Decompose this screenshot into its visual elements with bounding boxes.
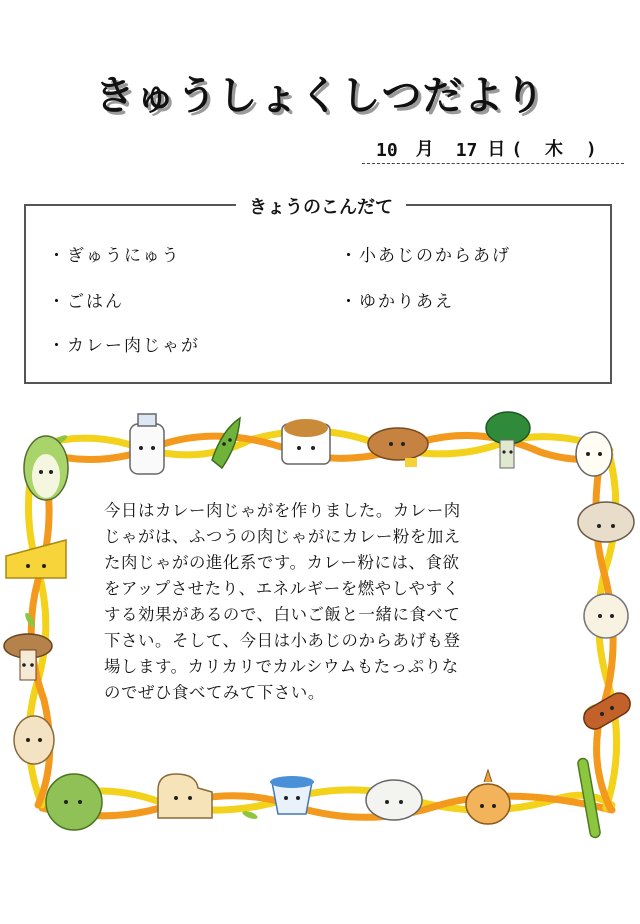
date-weekday: ( 木 ) (511, 139, 603, 160)
cheese-icon (6, 540, 66, 578)
cabbage-icon (46, 774, 102, 830)
rice-bowl-icon (366, 780, 422, 820)
yogurt-cup-icon (270, 776, 314, 814)
message-line: た肉じゃがの進化系です。カレー粉には、食欲 (104, 553, 460, 572)
cauliflower-icon (584, 594, 628, 638)
menu-item-yukari-ae: ・ゆかりあえ (340, 292, 454, 312)
date-line (362, 138, 624, 164)
onion-icon (466, 770, 510, 824)
clam-icon (578, 502, 634, 542)
message-line: する効果があるので、白いご飯と一緒に食べて (104, 605, 461, 624)
menu-item-rice: ・ごはん (48, 292, 124, 312)
bread-roll-icon (368, 428, 428, 467)
menu-item-fried-horse-mackerel: ・小あじのからあげ (340, 246, 511, 266)
message-line: 下さい。そして、今日は小あじのからあげも登 (104, 631, 461, 650)
date-month-unit: 月 (415, 139, 434, 160)
date-month: 10 (376, 140, 398, 161)
page-title: きゅうしょくしつだより (94, 73, 546, 119)
menu-item-milk: ・ぎゅうにゅう (48, 246, 181, 266)
milk-bottle-icon (130, 414, 164, 474)
message-line: のでぜひ食べてみて下さい。 (104, 683, 325, 702)
message-line: 場します。カリカリでカルシウムもたっぷりな (104, 657, 459, 676)
menu-heading: きょうのこんだて (236, 193, 406, 219)
message-line: じゃがは、ふつうの肉じゃがにカレー粉を加え (104, 527, 461, 546)
message-line: 今日はカレー肉じゃがを作りました。カレー肉 (104, 501, 461, 520)
message-line: をアップさせたり、エネルギーを燃やしやすく (104, 579, 460, 598)
spinach-icon (486, 412, 530, 468)
menu-item-curry-nikujaga: ・カレー肉じゃが (48, 336, 200, 356)
date-day: 17 (455, 140, 478, 161)
napa-cabbage-icon (24, 436, 68, 500)
egg-icon (576, 432, 612, 476)
potato-icon (14, 716, 54, 764)
message-body (104, 498, 534, 706)
toast-icon (158, 774, 212, 818)
date-day-unit: 日 (487, 139, 506, 160)
natto-icon (282, 419, 330, 464)
